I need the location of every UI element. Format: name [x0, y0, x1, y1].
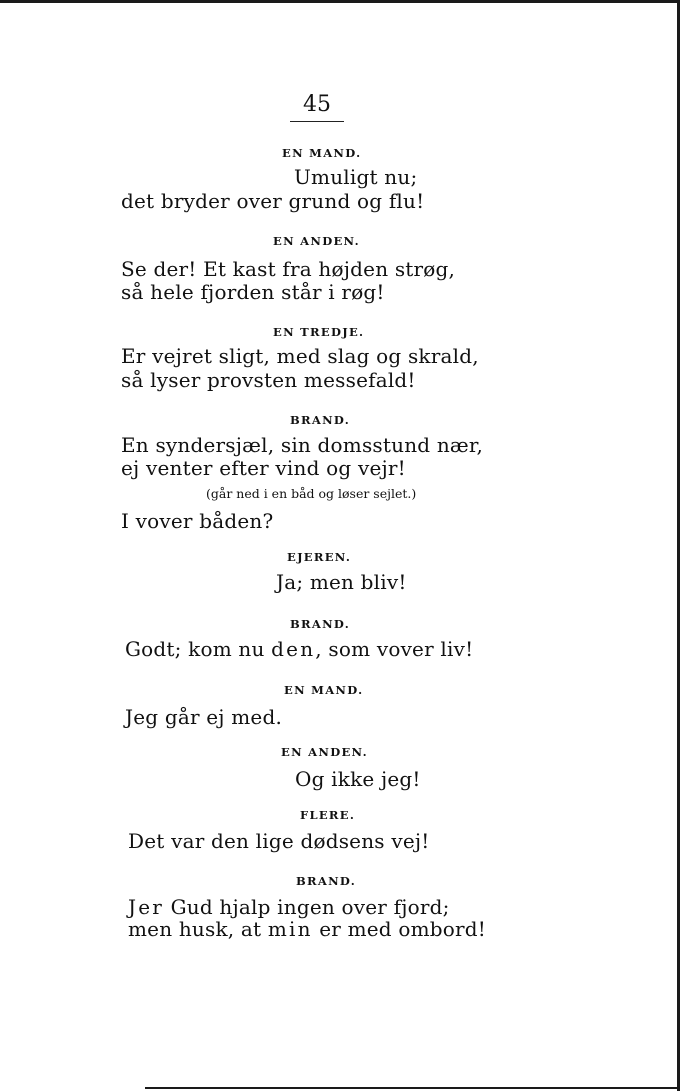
- stage-direction: (går ned i en båd og løser sejlet.): [206, 486, 417, 501]
- line-text: Gud hjalp ingen over fjord;: [164, 895, 450, 919]
- speaker-name: BRAND.: [290, 413, 351, 427]
- speaker-name: BRAND.: [296, 874, 357, 888]
- speaker-name: EN MAND.: [284, 683, 364, 697]
- verse-line: Det var den lige dødsens vej!: [128, 829, 430, 853]
- speaker-name: BRAND.: [290, 617, 351, 631]
- verse-line: så hele fjorden står i røg!: [121, 280, 385, 304]
- line-text: er med ombord!: [312, 917, 486, 941]
- page-number: 45: [303, 92, 331, 117]
- speaker-name: EN ANDEN.: [281, 745, 368, 759]
- verse-line: Og ikke jeg!: [295, 767, 421, 791]
- verse-line: Umuligt nu;: [294, 165, 418, 189]
- spaced-emphasis: min: [267, 917, 313, 941]
- verse-line: Jeg går ej med.: [125, 705, 283, 729]
- speaker-name: EN TREDJE.: [273, 325, 365, 339]
- spaced-emphasis: Jer: [128, 895, 165, 919]
- speaker-name: EN MAND.: [282, 146, 362, 160]
- spaced-emphasis: den: [271, 637, 316, 661]
- speaker-name: FLERE.: [300, 808, 356, 822]
- verse-line: Er vejret sligt, med slag og skrald,: [121, 344, 479, 368]
- line-text: Godt; kom nu: [125, 637, 272, 661]
- verse-line: det bryder over grund og flu!: [121, 189, 425, 213]
- verse-line: [128, 918, 486, 940]
- verse-line: så lyser provsten messefald!: [121, 368, 416, 392]
- verse-line: Ja; men bliv!: [276, 570, 407, 594]
- line-text: , som vover liv!: [315, 637, 474, 661]
- verse-line: [125, 638, 473, 660]
- page-number-rule: [290, 121, 344, 122]
- verse-line: En syndersjæl, sin domsstund nær,: [121, 433, 484, 457]
- line-text: men husk, at: [128, 917, 268, 941]
- speaker-name: EJEREN.: [287, 550, 352, 564]
- verse-line: [128, 896, 450, 918]
- speaker-name: EN ANDEN.: [273, 234, 360, 248]
- verse-line: Se der! Et kast fra højden strøg,: [121, 257, 456, 281]
- verse-line: ej venter efter vind og vejr!: [121, 456, 406, 480]
- verse-line: I vover båden?: [121, 509, 274, 533]
